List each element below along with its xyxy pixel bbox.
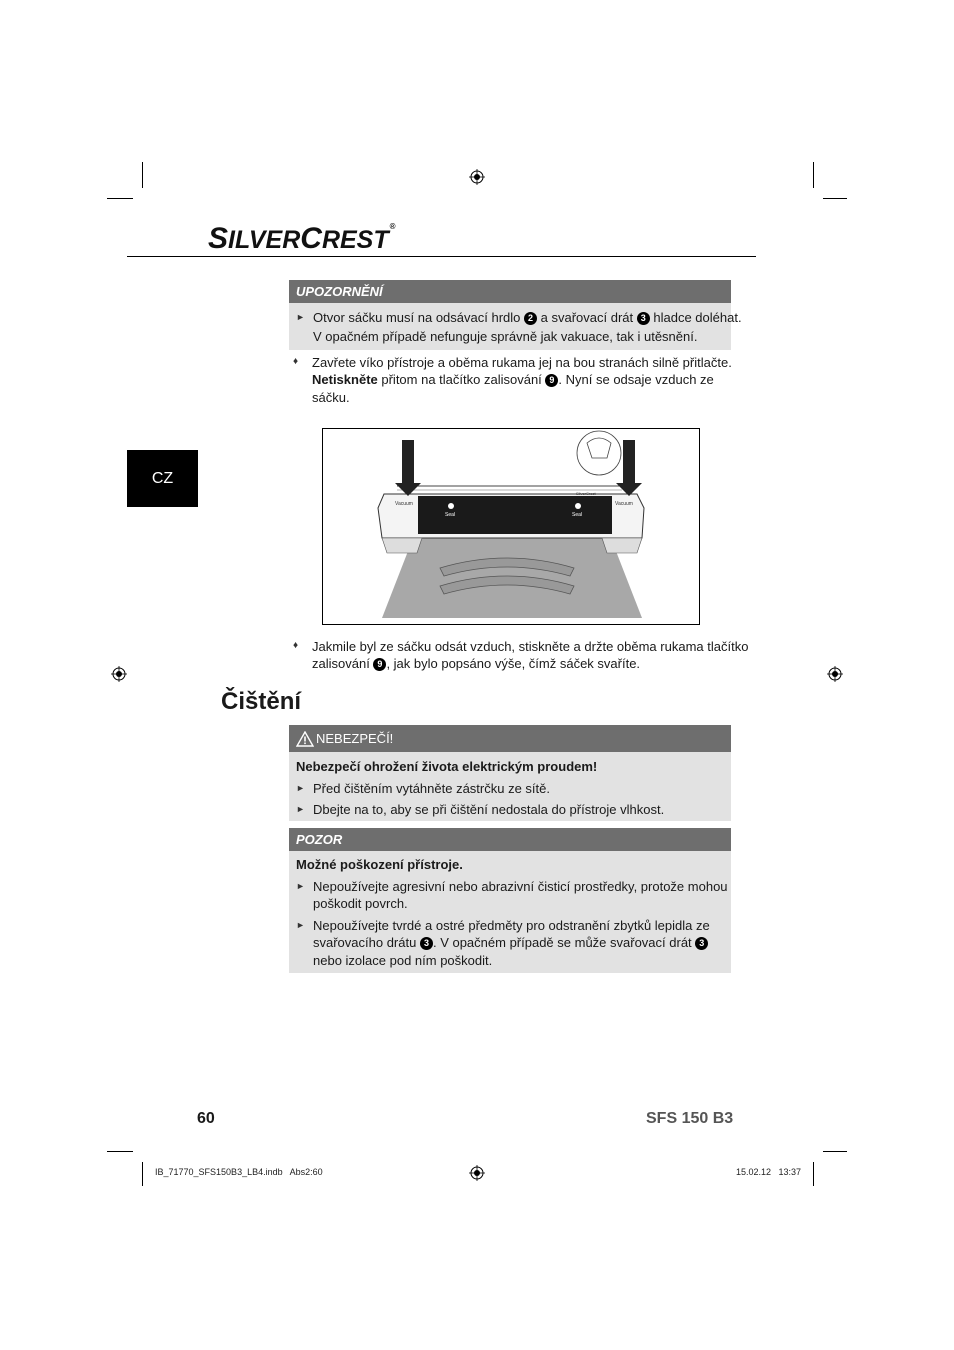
- warning-triangle-icon: [296, 731, 314, 747]
- danger-item-1: Před čištěním vytáhněte zástrčku ze sítě.: [313, 781, 550, 796]
- print-slug-left: IB_71770_SFS150B3_LB4.indb Abs2:60: [155, 1167, 323, 1177]
- crop-mark: [823, 1151, 847, 1152]
- caution-item-2-line-3: nebo izolace pod ním poškodit.: [313, 953, 493, 968]
- bullet-arrow-icon: ►: [296, 920, 305, 930]
- warning-line-2: V opačném případě nefunguje správně jak vakuace, tak i utěsnění.: [313, 329, 698, 344]
- caution-item-2-line-2: svařovacího drátu 3 . V opačném případě se může svařovací drát 3: [313, 935, 708, 950]
- bullet-arrow-icon: ►: [296, 312, 305, 322]
- registration-mark-icon: [469, 1165, 485, 1181]
- caution-item-2-line-1: Nepoužívejte tvrdé a ostré předměty pro odstranění zbytků lepidla ze: [313, 918, 710, 933]
- callout-number: 2: [524, 312, 537, 325]
- danger-item-2: Dbejte na to, aby se při čištění nedostala do přístroje vlhkost.: [313, 802, 665, 817]
- caution-heading: POZOR: [289, 828, 731, 851]
- warning-line-1: Otvor sáčku musí na odsávací hrdlo 2 a svařovací drát 3 hladce doléhat.: [313, 310, 742, 325]
- seal-label-left: Seal: [445, 512, 456, 518]
- crop-mark: [813, 162, 814, 188]
- step1-line-2: Netiskněte přitom na tlačítko zalisování 9 . Nyní se odsaje vzduch ze: [312, 372, 714, 387]
- callout-number: 9: [373, 658, 386, 671]
- caution-bold: Možné poškození přístroje.: [296, 857, 463, 872]
- warning-heading: UPOZORNĚNÍ: [289, 280, 731, 303]
- caution-item-1-line-1: Nepoužívejte agresivní nebo abrazivní čisticí prostředky, protože mohou: [313, 879, 728, 894]
- registration-mark-icon: [469, 169, 485, 185]
- crop-mark: [107, 198, 133, 199]
- registration-mark-icon: [827, 666, 843, 682]
- callout-number: 3: [420, 937, 433, 950]
- crop-mark: [142, 1162, 143, 1186]
- caution-box: [289, 851, 731, 973]
- seal-label-right: Seal: [572, 512, 583, 518]
- callout-number: 3: [637, 312, 650, 325]
- print-slug-right: 15.02.12 13:37: [736, 1167, 802, 1177]
- vacuum-label-right: Vacuum: [615, 501, 633, 507]
- danger-heading: NEBEZPEČÍ!: [289, 725, 731, 752]
- crop-mark: [107, 1151, 133, 1152]
- crop-mark: [142, 162, 143, 188]
- bullet-diamond-icon: ♦: [293, 640, 299, 651]
- bullet-arrow-icon: ►: [296, 804, 305, 814]
- step1-line-1: Zavřete víko přístroje a oběma rukama jej na bou stranách silně přitlačte.: [312, 355, 732, 370]
- header-rule: [127, 256, 756, 257]
- bullet-arrow-icon: ►: [296, 881, 305, 891]
- step2-line-1: Jakmile byl ze sáčku odsát vzduch, stiskněte a držte oběma rukama tlačítko: [312, 639, 749, 654]
- section-title: Čištění: [221, 688, 302, 715]
- caution-item-1-line-2: poškodit povrch.: [313, 896, 408, 911]
- device-brand-label: SilverCrest: [576, 491, 596, 496]
- vacuum-label-left: Vacuum: [395, 501, 413, 507]
- danger-box: [289, 752, 731, 821]
- sealer-illustration: [322, 428, 700, 625]
- danger-bold: Nebezpečí ohrožení života elektrickým proudem!: [296, 759, 598, 774]
- bullet-arrow-icon: ►: [296, 783, 305, 793]
- callout-number: 9: [545, 374, 558, 387]
- warning-box: [289, 303, 742, 350]
- page-number: 60: [197, 1110, 215, 1127]
- registration-mark-icon: [111, 666, 127, 682]
- bullet-diamond-icon: ♦: [293, 356, 299, 367]
- model-name: SFS 150 B3: [646, 1110, 734, 1127]
- step2-line-2: zalisování 9 , jak bylo popsáno výše, čímž sáček svaříte.: [312, 656, 641, 671]
- crop-mark: [823, 198, 847, 199]
- crop-mark: [813, 1162, 814, 1186]
- step1-line-3: sáčku.: [312, 390, 350, 405]
- language-tab: CZ: [127, 450, 198, 507]
- brand-logo: SILVERCREST®: [208, 222, 396, 255]
- callout-number: 3: [695, 937, 708, 950]
